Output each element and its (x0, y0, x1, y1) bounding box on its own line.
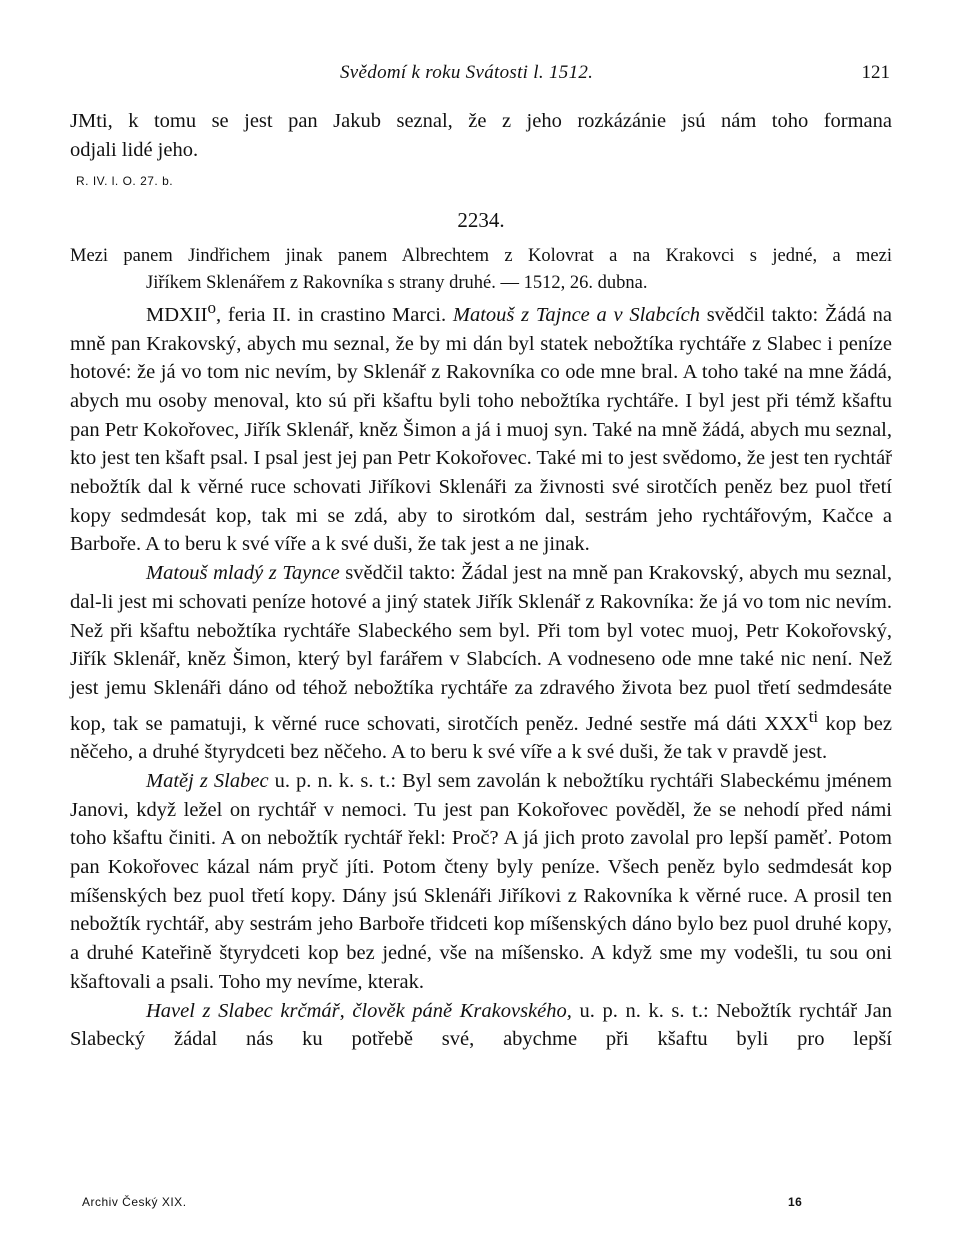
witness-name: Havel z Slabec krčmář, člověk páně Krakovského, (146, 999, 572, 1022)
superscript: ti (808, 706, 819, 726)
witness-name: Matěj z Slabec (146, 769, 269, 792)
paragraph-4 (70, 997, 892, 1054)
document-number: 2234. (457, 208, 505, 232)
body-text (70, 294, 892, 1054)
paragraph-3 (70, 767, 892, 997)
date-opening: MDXII (146, 303, 208, 326)
testimony-text: svědčil takto: Žádá na mně pan Krakovský, abych mu seznal, že by mi dán byl statek nebožtíka rychtáře z Slabec i peníze hotové: že já vo tom nic nevím, by Sklenář z Rakovníka co ode mne bral. A toho také na mne žádá, abych mu osoby menoval, kto sú při kšaftu byli toho nebožtíka rychtáře. I byl jest při témž kšaftu pan Petr Kokořovec, Jiřík Sklenář, kněz Šimon a já i muoj syn. Také na mně žádá, abych mu seznal, kto jest ten kšaft psal. I psal jest jej pan Petr Kokořovec. Také mi to jest svědomo, že jest ten rychtář nebožtík dal k věrné ruce schovati Jiříkovi Sklenáři za živnosti své sirotčích peněz bez puol třetí kopy sedmdesát kop, tak mi se zdá, aby to sirotkóm dal, sestrám jeho rychtářovým, Kačce a Barboře. A to beru k své víře a k své duši, že tak jest a ne jinak. (70, 303, 893, 556)
testimony-text: u. p. n. k. s. t.: Nebožtík rychtář Jan Slabecký žádal nás ku potřebě své, abychme při kšaftu byli pro lepší (70, 999, 892, 1051)
intro-text (70, 107, 892, 164)
paragraph-2 (70, 559, 892, 767)
signature-mark: 16 (788, 1195, 803, 1209)
intro-line-1: JMti, k tomu se jest pan Jakub seznal, že z jeho rozkázánie jsú nám toho formana (70, 110, 892, 132)
page-number: 121 (861, 62, 890, 83)
date-opening-rest: , feria II. in crastino Marci. (216, 303, 447, 326)
page-header (70, 62, 892, 88)
running-title: Svědomí k roku Svátosti l. 1512. (340, 62, 594, 83)
witness-name: Matouš z Tajnce a v Slabcích (452, 303, 700, 326)
regest-line-1: Mezi panem Jindřichem jinak panem Albrechtem z Kolovrat a na Krakovci s jedné, a mezi (70, 246, 892, 266)
regest (70, 243, 892, 297)
testimony-text: u. p. n. k. s. t.: Byl sem zavolán k nebožtíku rychtáři Slabeckému jménem Janovi, když ležel on rychtář v nemoci. Tu jest pan Kokořovec pověděl, že se nehodí před námi toho kšaftu činiti. A on nebožtík rychtář řekl: Proč? A já jich proto zavolal pro lepší paměť. Potom pan Kokořovec kázal nám pryč jíti. Potom čteny byly peníze. Všech peněz bylo sedmdesát kop míšenských bez puol třetí kopy. Dány jsú Sklenáři Jiříkovi z Rakovníka k věrné ruce. A prosil ten nebožtík rychtář, aby sestrám jeho Barboře třidceti kop míšenských dáno bylo bez puol druhé kopy, a druhé Kateřině štyrydceti kop bez jedné, vše na míšensko. A když sme my vodešli, tu sou oni kšaftovali a psali. Toho my nevíme, kterak. (70, 769, 892, 993)
paragraph-1 (70, 294, 892, 559)
page-footer (70, 1195, 892, 1215)
witness-name: Matouš mladý z Taynce (146, 562, 340, 585)
document-page (70, 0, 892, 1255)
intro-line-2: odjali lidé jeho. (70, 138, 199, 161)
footer-archive-label: Archiv Český XIX. (82, 1195, 187, 1209)
testimony-text-continued: kop bez něčeho, a druhé štyrydceti bez něčeho. A to beru k své víře a k své duši, že tak v pravdě jest. (70, 712, 892, 764)
testimony-text: svědčil takto: Žádal jest na mně pan Krakovský, abych mu seznal, dal-li jest mi schovati peníze hotové a jiný statek Jiřík Sklenář z Rakovníka: že já vo tom nic nevím. Než při kšaftu nebožtíka rychtáře Slabeckého sem byl. Při tom byl votec muoj, Petr Kokořovský, Jiřík Sklenář, kněz Šimon, který byl farářem v Slabcích. A vodneseno ode mne také nic není. Než jest jemu Sklenáři dáno od téhož nebožtíka rychtáře za zdravého života bez puol třetí sedmdesáte kop, tak se pamatuji, k věrné ruce schovati, sirotčích peněz. Jedné sestře má dáti XXX (70, 562, 892, 735)
regest-line-2: Jiříkem Sklenářem z Rakovníka s strany druhé. — 1512, 26. dubna. (146, 273, 648, 293)
archive-signature: R. IV. l. O. 27. b. (76, 174, 174, 188)
date-opening-sup: o (207, 298, 217, 317)
